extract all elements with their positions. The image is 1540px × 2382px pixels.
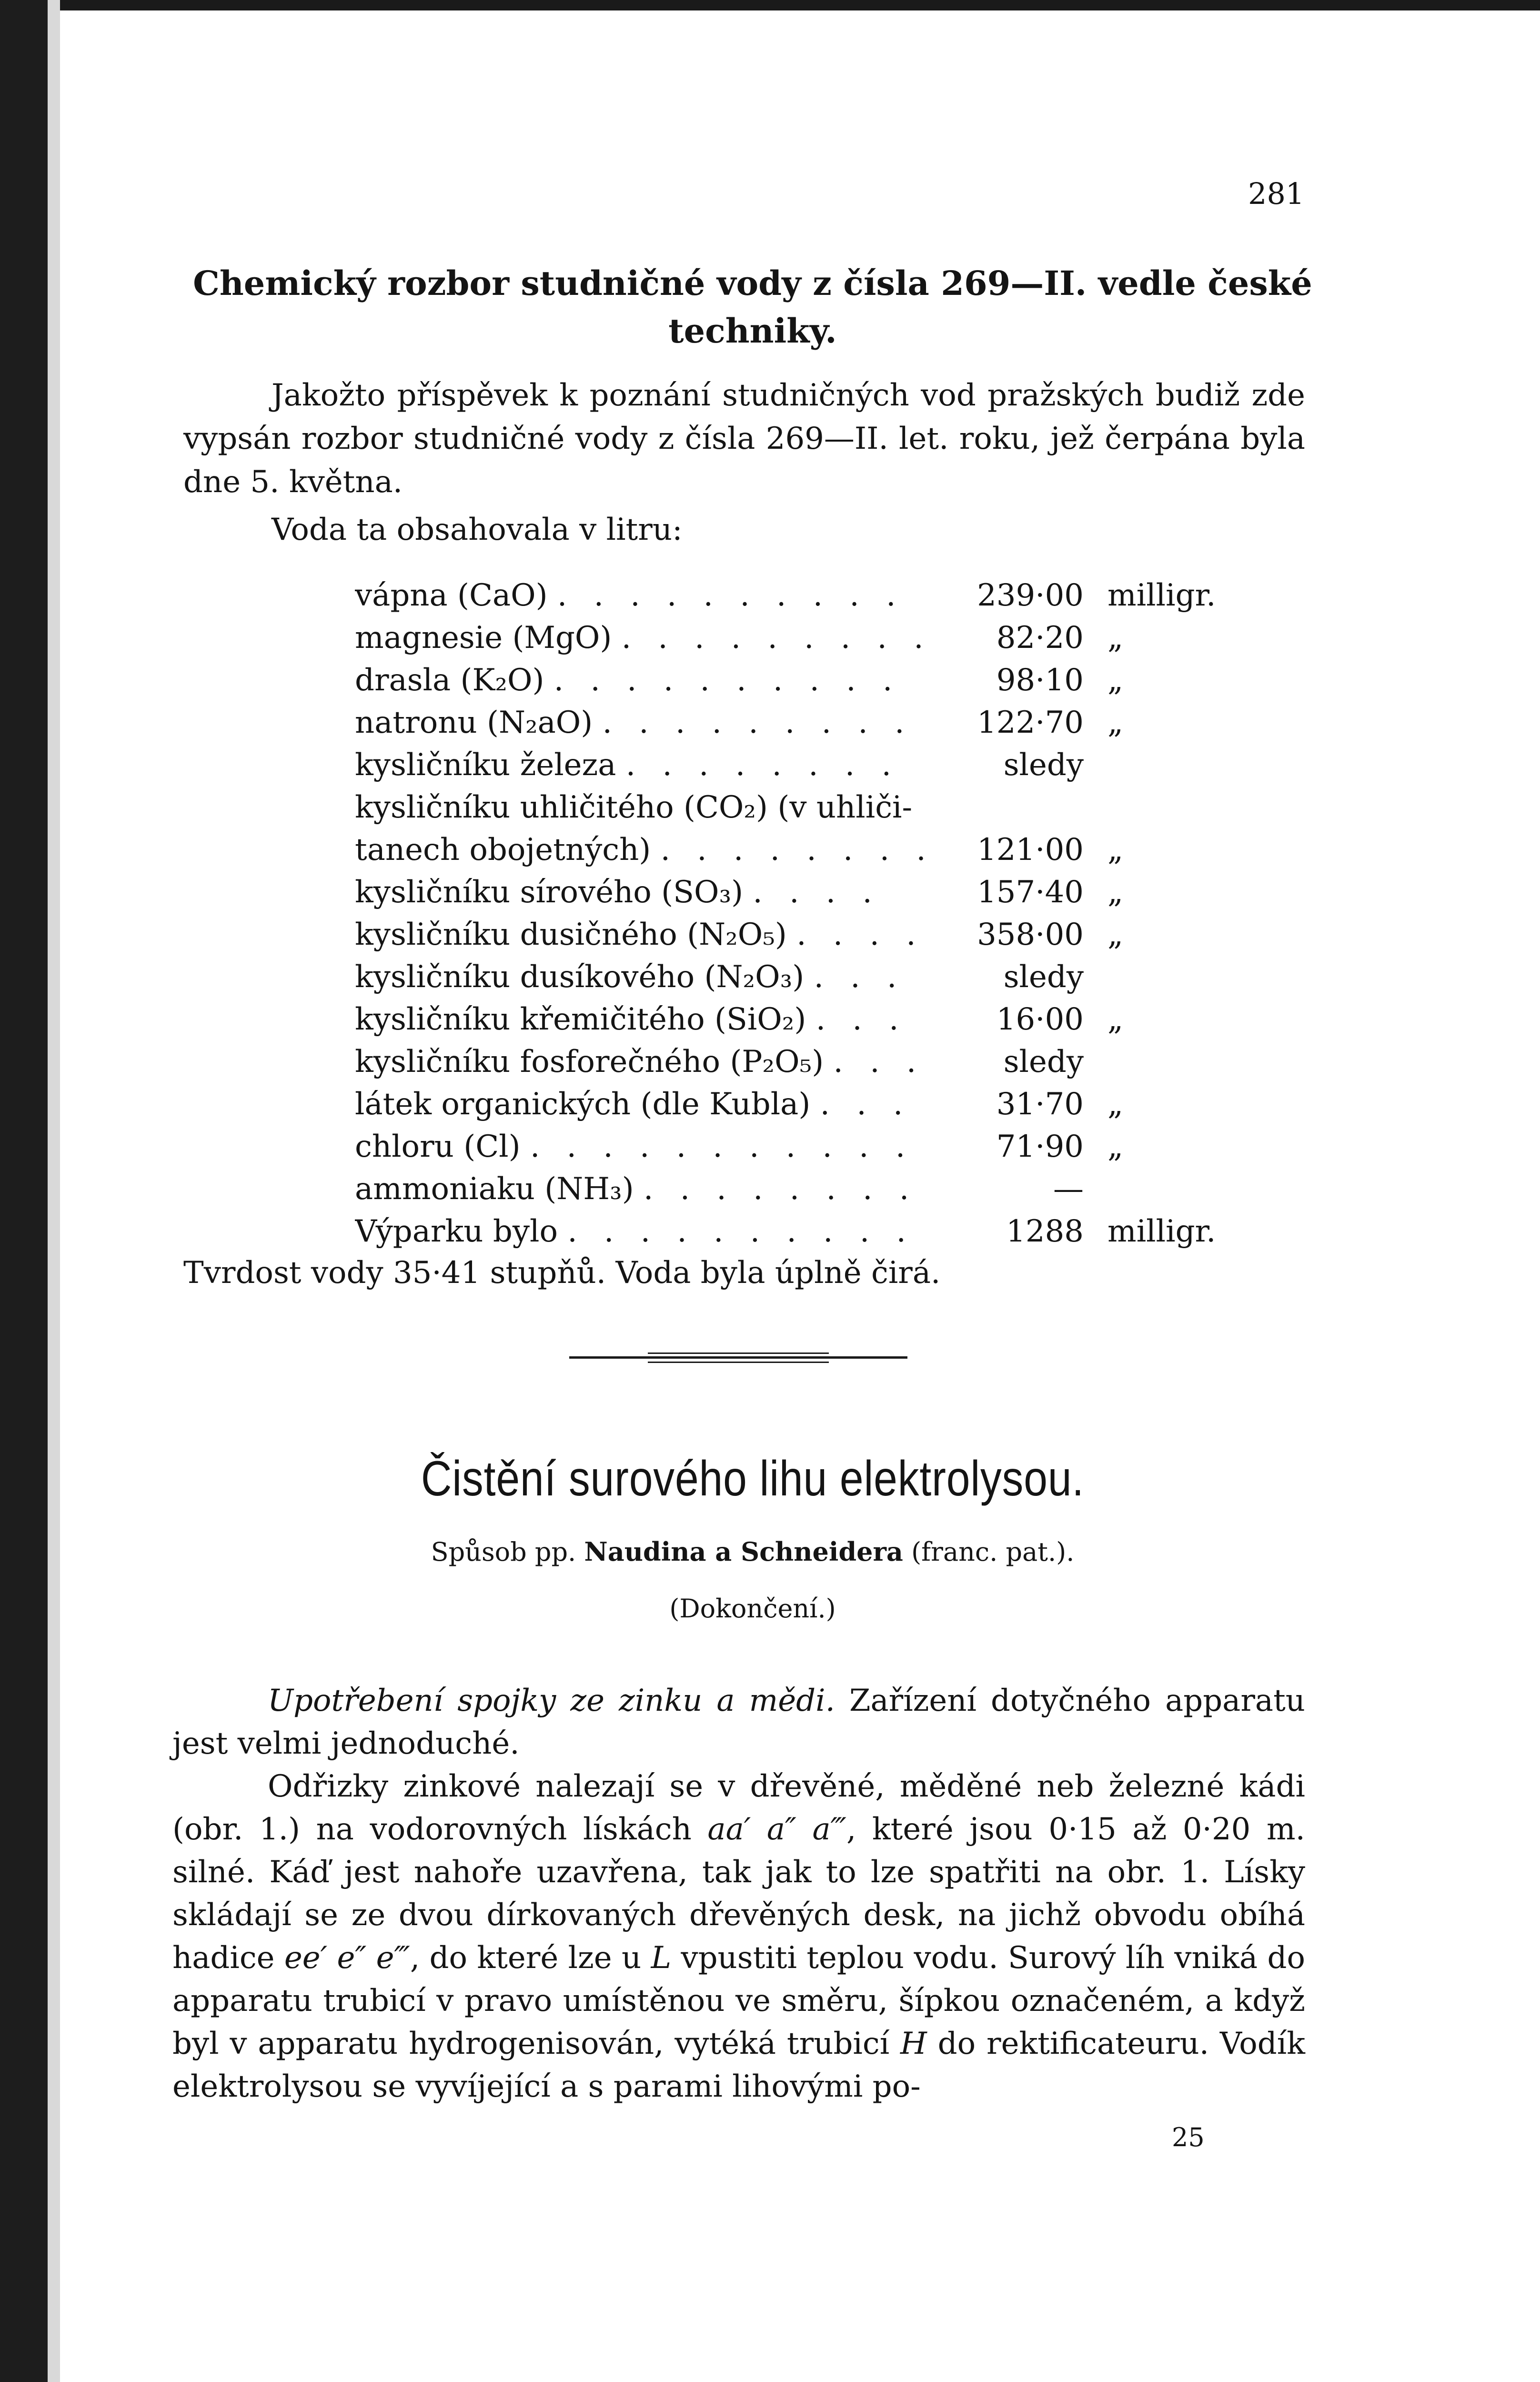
analysis-row-name: vápna (CaO) bbox=[355, 578, 548, 613]
analysis-row-unit: „ bbox=[1107, 705, 1124, 740]
analysis-row-value: 71·90 bbox=[996, 1129, 1084, 1164]
analysis-row-name: natronu (N₂aO) bbox=[355, 705, 593, 740]
analysis-row-unit: „ bbox=[1107, 1002, 1124, 1037]
analysis-row bbox=[355, 952, 1227, 995]
analysis-row-value: 16·00 bbox=[996, 1002, 1084, 1037]
analysis-row bbox=[355, 698, 1227, 740]
method-suffix: (franc. pat.). bbox=[911, 1537, 1075, 1567]
analysis-row-value: 122·70 bbox=[977, 705, 1084, 740]
analysis-row-unit: „ bbox=[1107, 1087, 1124, 1122]
analysis-row-name: magnesie (MgO) bbox=[355, 620, 612, 656]
analysis-row-value: 1288 bbox=[1006, 1214, 1084, 1249]
leader-dots: . . . . . . . . . . bbox=[557, 578, 905, 613]
analysis-row-value: — bbox=[1053, 1171, 1084, 1207]
method-line bbox=[181, 1536, 1324, 1567]
intro-paragraph: Jakožto příspěvek k poznání studničných vod pražských budiž zde vypsán rozbor studničné vody z čísla 269—II. let. roku, jež čerpána byla dne 5. května. bbox=[183, 378, 1305, 500]
analysis-row-unit: „ bbox=[1107, 875, 1124, 910]
divider-rule-accent bbox=[648, 1352, 829, 1354]
analysis-row-label bbox=[355, 1037, 974, 1080]
analysis-row-value: 121·00 bbox=[977, 832, 1084, 868]
analysis-row-label bbox=[355, 571, 974, 613]
analysis-row-label bbox=[355, 740, 974, 783]
scan-edge-top bbox=[0, 0, 1540, 10]
analysis-row-name: kysličníku fosforečného (P₂O₅) bbox=[355, 1044, 824, 1080]
analysis-row-name: kysličníku křemičitého (SiO₂) bbox=[355, 1002, 806, 1037]
symbol-L: L bbox=[651, 1940, 672, 1976]
analysis-row-name: drasla (K₂O) bbox=[355, 663, 544, 698]
leader-dots: . . . . . . . . . bbox=[602, 705, 913, 740]
article-body bbox=[172, 1679, 1305, 2108]
symbol-H: H bbox=[900, 2026, 927, 2061]
paragraph-2 bbox=[172, 1765, 1305, 2108]
leader-dots: . . . bbox=[815, 1002, 907, 1037]
leader-dots: . . . . . . . . . . bbox=[554, 663, 901, 698]
paragraph-1-text: Zařízení dotyčného apparatu jest velmi jednoduché. bbox=[172, 1683, 1305, 1761]
analysis-row bbox=[355, 868, 1227, 910]
analysis-row-name: ammoniaku (NH₃) bbox=[355, 1171, 634, 1207]
analysis-row-unit bbox=[1088, 952, 1227, 995]
symbol-ee: ee′ e″ e‴ bbox=[284, 1940, 410, 1976]
analysis-row-value: 98·10 bbox=[996, 663, 1084, 698]
analysis-row-value: sledy bbox=[1003, 959, 1084, 995]
analysis-row-unit: „ bbox=[1107, 1129, 1124, 1164]
analysis-row bbox=[355, 1122, 1227, 1164]
analysis-row-name: kysličníku sírového (SO₃) bbox=[355, 875, 744, 910]
analysis-row-label bbox=[355, 910, 974, 952]
analysis-row-label bbox=[355, 613, 974, 656]
analysis-row-label bbox=[355, 1164, 974, 1207]
paragraph-1 bbox=[172, 1679, 1305, 1765]
analysis-row bbox=[355, 995, 1227, 1037]
leader-dots: . . . . . . . . bbox=[625, 747, 900, 783]
symbol-aa: aa′ a″ a‴ bbox=[707, 1812, 846, 1847]
page-number: 281 bbox=[1248, 176, 1305, 211]
leader-dots: . . . . bbox=[753, 875, 881, 910]
analysis-row-label bbox=[355, 1207, 974, 1249]
analysis-row-unit: milligr. bbox=[1107, 578, 1216, 613]
analysis-row bbox=[355, 910, 1227, 952]
analysis-row-label bbox=[355, 868, 974, 910]
leader-dots: . . . . . . . . bbox=[660, 832, 935, 868]
scan-edge-left bbox=[0, 0, 48, 2382]
method-prefix: Spůsob pp. bbox=[431, 1537, 576, 1567]
analysis-row-value: sledy bbox=[1003, 747, 1084, 783]
analysis-row bbox=[355, 656, 1227, 698]
paragraph-2-text: Odřizky zinkové nalezají se v dřevěné, měděné neb železné kádi (obr. 1.) na vodorovných lískách bbox=[172, 1769, 1305, 1847]
analysis-row-label bbox=[355, 1080, 974, 1122]
divider-rule-accent bbox=[648, 1362, 829, 1363]
analysis-row bbox=[355, 571, 1227, 613]
leader-dots: . . . . . . . . . bbox=[621, 620, 932, 656]
analysis-row-label bbox=[355, 1122, 974, 1164]
analysis-row-label bbox=[355, 698, 974, 740]
analysis-row-value: 157·40 bbox=[977, 875, 1084, 910]
analysis-row-value: sledy bbox=[1003, 1044, 1084, 1080]
analysis-row bbox=[355, 740, 1227, 783]
analysis-row-name: kysličníku uhličitého (CO₂) (v uhliči- bbox=[355, 790, 913, 825]
analysis-row-label bbox=[355, 995, 974, 1037]
analysis-row-name: kysličníku dusičného (N₂O₅) bbox=[355, 917, 787, 952]
analysis-row-unit bbox=[1088, 1037, 1227, 1080]
leader-dots: . . . . . . . . . . . bbox=[530, 1129, 914, 1164]
paragraph-2-text: do rektificateuru. Vodík elektrolysou se vyvíjející a s parami lihovými po- bbox=[172, 2026, 1306, 2104]
analysis-table bbox=[355, 571, 1227, 1249]
analysis-row-value: 239·00 bbox=[977, 578, 1084, 613]
analysis-row-unit: „ bbox=[1107, 663, 1124, 698]
analysis-row-name: Výparku bylo bbox=[355, 1214, 558, 1249]
paragraph-2-text: vpustiti teplou vodu. Surový líh vniká do apparatu trubicí v pravo umístěnou ve směru, šípkou označeném, a když byl v apparatu hydrogenisován, vytéká trubicí bbox=[172, 1940, 1306, 2061]
analysis-row-name: látek organických (dle Kubla) bbox=[355, 1087, 811, 1122]
analysis-row bbox=[355, 613, 1227, 656]
analysis-row-label bbox=[355, 825, 974, 868]
leader-dots: . . . . . . . . bbox=[644, 1171, 918, 1207]
paragraph-2-text: , které jsou 0·15 až 0·20 m. silné. Káď jest nahoře uzavřena, tak jak to lze spatřiti na obr. 1. Lísky skládají se ze dvou dírkovaných dřevěných desk, na jichž obvodu obíhá hadice bbox=[172, 1812, 1306, 1976]
section-title-water-analysis: Chemický rozbor studničné vody z čísla 269—II. vedle české techniky. bbox=[193, 263, 1312, 351]
method-authors: Naudina a Schneidera bbox=[584, 1536, 903, 1567]
analysis-row bbox=[355, 1164, 1227, 1207]
leader-dots: . . . bbox=[814, 959, 906, 995]
analysis-row-name: tanech obojetných) bbox=[355, 832, 651, 868]
leader-dots: . . . bbox=[833, 1044, 925, 1080]
scan-edge-shadow bbox=[48, 0, 60, 2382]
leader-dots: . . . . . . . . . . bbox=[567, 1214, 915, 1249]
analysis-row bbox=[355, 1080, 1227, 1122]
leader-dots: . . . bbox=[820, 1087, 912, 1122]
analysis-row bbox=[355, 1207, 1227, 1249]
section-title-purification: Čistění surového lihu elektrolysou. bbox=[421, 1451, 1085, 1506]
contained-heading: Voda ta obsahovala v litru: bbox=[272, 512, 683, 547]
leader-dots: . . . . bbox=[796, 917, 925, 952]
analysis-row-label bbox=[355, 952, 974, 995]
analysis-row bbox=[355, 825, 1227, 868]
analysis-row-unit bbox=[1088, 740, 1227, 783]
analysis-row-value: 358·00 bbox=[977, 917, 1084, 952]
signature-mark: 25 bbox=[1172, 2122, 1205, 2152]
analysis-row-name: kysličníku železa bbox=[355, 747, 616, 783]
analysis-row-value: 31·70 bbox=[996, 1087, 1084, 1122]
paragraph-1-heading: Upotřebení spojky ze zinku a mědi. bbox=[268, 1683, 835, 1718]
analysis-row-label bbox=[355, 656, 974, 698]
continuation-note: (Dokončení.) bbox=[669, 1594, 836, 1624]
analysis-row-name: chloru (Cl) bbox=[355, 1129, 521, 1164]
analysis-row bbox=[355, 783, 1227, 825]
paragraph-2-text: , do které lze u bbox=[410, 1940, 651, 1976]
analysis-row-unit bbox=[1088, 1164, 1227, 1207]
analysis-row bbox=[355, 1037, 1227, 1080]
analysis-row-unit: „ bbox=[1107, 917, 1124, 952]
analysis-row-unit: „ bbox=[1107, 620, 1124, 656]
hardness-line: Tvrdost vody 35·41 stupňů. Voda byla úplně čirá. bbox=[183, 1255, 941, 1291]
analysis-row-value: 82·20 bbox=[996, 620, 1084, 656]
analysis-row-unit: „ bbox=[1107, 832, 1124, 868]
divider-rule bbox=[569, 1356, 907, 1359]
analysis-row-name: kysličníku dusíkového (N₂O₃) bbox=[355, 959, 805, 995]
analysis-row-unit: milligr. bbox=[1107, 1214, 1216, 1249]
